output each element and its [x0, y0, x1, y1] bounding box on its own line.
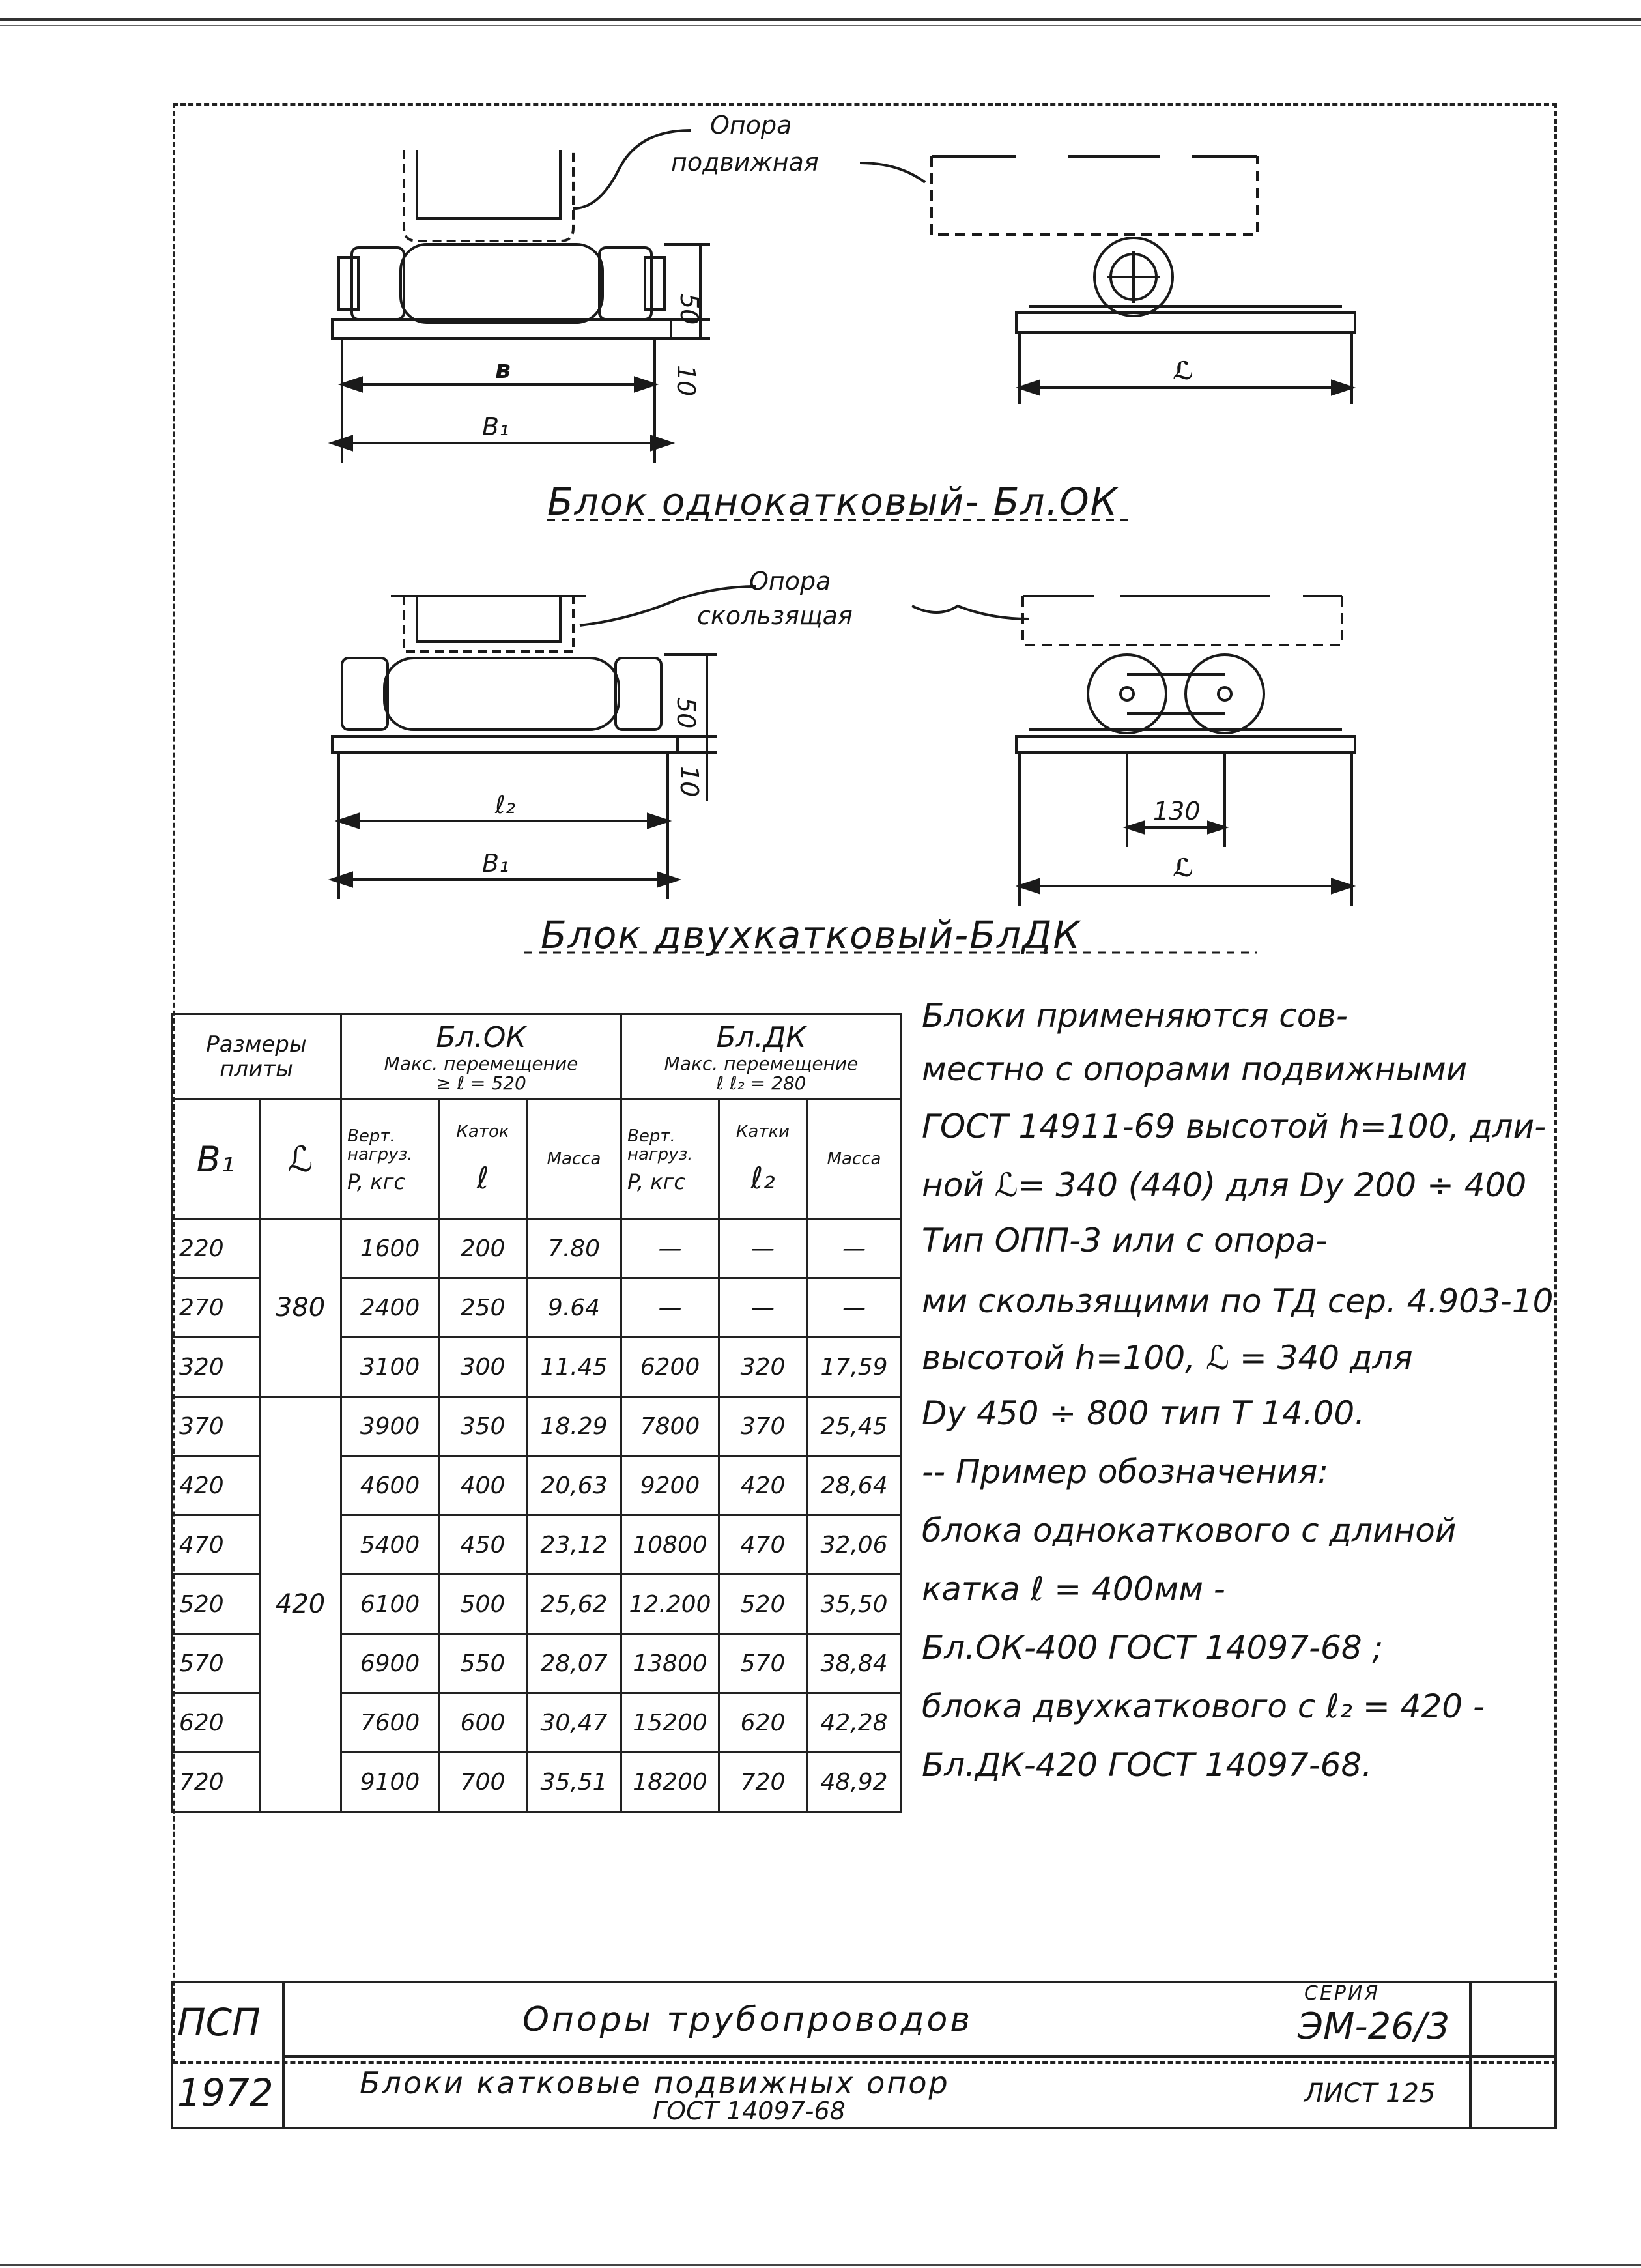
cell-B1: 620	[172, 1693, 260, 1753]
cell-P-ok: 3900	[341, 1397, 439, 1456]
base-plate-side-2	[1016, 736, 1355, 753]
tb-series-cell	[1469, 1981, 1557, 2058]
dim-l2-label: ℓ₂	[495, 790, 515, 819]
cell-m-ok: 28,07	[527, 1634, 621, 1693]
cell-P-ok: 1600	[341, 1219, 439, 1278]
tb-title: Опоры трубопроводов	[522, 2000, 973, 2039]
dim-50-label-2: 50	[672, 697, 700, 729]
cell-l: 400	[439, 1456, 527, 1515]
cell-P-ok: 9100	[341, 1753, 439, 1812]
cell-m-ok: 23,12	[527, 1515, 621, 1575]
support-label-line1: Опора	[710, 111, 792, 139]
load-ok-l1: Верт.	[347, 1127, 395, 1146]
note-line: Бл.ДК-420 ГОСТ 14097-68.	[922, 1746, 1373, 1784]
cell-P-dk: 6200	[621, 1338, 719, 1397]
table-row	[172, 1397, 902, 1456]
cell-B1: 570	[172, 1634, 260, 1693]
dim-L-label-2: ℒ	[1173, 854, 1194, 882]
tb-series-label: СЕРИЯ	[1304, 1982, 1380, 2005]
note-line: блока двухкаткового с ℓ₂ = 420 -	[922, 1687, 1485, 1725]
diagram1-caption: Блок однокатковый- Бл.ОК	[547, 480, 1119, 524]
dim-130-label: 130	[1153, 797, 1201, 825]
col-L: ℒ	[260, 1100, 341, 1219]
note-line: ми скользящими по ТД сер. 4.903-10	[922, 1282, 1554, 1320]
note-line: ной ℒ= 340 (440) для Dу 200 ÷ 400	[922, 1166, 1527, 1204]
load-dk-l2: нагруз.	[627, 1145, 693, 1164]
cell-P-dk: 15200	[621, 1693, 719, 1753]
cell-m-dk: 48,92	[807, 1753, 902, 1812]
cell-m-dk: 35,50	[807, 1575, 902, 1634]
cell-P-ok: 5400	[341, 1515, 439, 1575]
dk-header-title: Бл.ДК	[716, 1020, 806, 1054]
cell-P-dk: 18200	[621, 1753, 719, 1812]
cell-P-dk: 9200	[621, 1456, 719, 1515]
tb-year: 1972	[177, 2071, 274, 2115]
note-line: Бл.ОК-400 ГОСТ 14097-68 ;	[922, 1629, 1384, 1667]
base-plate-2	[332, 736, 678, 753]
load-ok-l3: P, кгс	[347, 1170, 405, 1194]
table-body	[172, 1219, 902, 1812]
cell-B1: 370	[172, 1397, 260, 1456]
tb-gost: ГОСТ 14097-68	[653, 2097, 846, 2125]
cell-P-dk: —	[621, 1278, 719, 1338]
dk-header	[621, 1014, 902, 1100]
cell-B1: 270	[172, 1278, 260, 1338]
cell-l: 500	[439, 1575, 527, 1634]
col-load-dk	[621, 1100, 719, 1219]
col-load-ok	[341, 1100, 439, 1219]
dim-10-label: 10	[672, 365, 700, 397]
dim-10-label-2: 10	[675, 766, 704, 797]
cell-l2: 570	[719, 1634, 807, 1693]
load-dk-l1: Верт.	[627, 1127, 676, 1146]
cell-l: 600	[439, 1693, 527, 1753]
cell-P-dk: 13800	[621, 1634, 719, 1693]
dk-header-sub2: ℓ ℓ₂ = 280	[716, 1072, 806, 1094]
cell-l: 250	[439, 1278, 527, 1338]
cell-P-dk: 7800	[621, 1397, 719, 1456]
cell-m-dk: 17,59	[807, 1338, 902, 1397]
cell-P-ok: 6900	[341, 1634, 439, 1693]
cell-l: 300	[439, 1338, 527, 1397]
cell-m-dk: 32,06	[807, 1515, 902, 1575]
col-mass-dk: Масса	[807, 1100, 902, 1219]
load-ok-l2: нагруз.	[347, 1145, 413, 1164]
dk-header-sub1: Макс. перемещение	[664, 1052, 859, 1074]
cell-m-ok: 7.80	[527, 1219, 621, 1278]
cell-P-dk: 12.200	[621, 1575, 719, 1634]
roller-drum-1	[401, 244, 603, 323]
support-label2-line1: Опора	[749, 567, 831, 596]
ok-header-title: Бл.ОК	[436, 1020, 526, 1054]
support-channel-front-1	[404, 150, 573, 241]
note-line: местно с опорами подвижными	[922, 1050, 1468, 1088]
cell-L-group2: 420	[260, 1397, 341, 1812]
col-roller-dk	[719, 1100, 807, 1219]
tb-sheet-cell	[1469, 2055, 1557, 2129]
cell-P-ok: 3100	[341, 1338, 439, 1397]
cell-m-ok: 20,63	[527, 1456, 621, 1515]
cell-P-ok: 7600	[341, 1693, 439, 1753]
cell-l2: —	[719, 1278, 807, 1338]
note-line: Dу 450 ÷ 800 тип Т 14.00.	[922, 1394, 1365, 1432]
support-label-line2: подвижная	[671, 148, 819, 177]
cell-B1: 470	[172, 1515, 260, 1575]
support-label2-line2: скользящая	[697, 601, 853, 630]
cell-l2: 420	[719, 1456, 807, 1515]
dim-50-label: 50	[675, 293, 704, 325]
col-mass-ok: Масса	[527, 1100, 621, 1219]
cell-m-dk: —	[807, 1219, 902, 1278]
roller-side-view-2b	[1186, 655, 1264, 733]
cell-L-group1: 380	[260, 1219, 341, 1397]
cell-B1: 720	[172, 1753, 260, 1812]
ok-header-sub1: Макс. перемещение	[384, 1052, 578, 1074]
cell-l: 700	[439, 1753, 527, 1812]
table-row	[172, 1219, 902, 1278]
dim-B1-label-2: B₁	[482, 849, 509, 878]
cell-l2: 620	[719, 1693, 807, 1753]
roller-side-view-2a	[1088, 655, 1166, 733]
dim-B1-label: B₁	[482, 412, 509, 441]
dim-L-label: ℒ	[1173, 356, 1194, 385]
tb-series: ЭМ-26/3	[1298, 2005, 1450, 2048]
tb-subtitle: Блоки катковые подвижных опор	[360, 2065, 950, 2101]
cell-l2: 370	[719, 1397, 807, 1456]
cell-B1: 420	[172, 1456, 260, 1515]
title-block	[171, 1981, 1557, 2129]
cell-l2: 720	[719, 1753, 807, 1812]
cell-m-dk: 25,45	[807, 1397, 902, 1456]
cell-m-dk: 42,28	[807, 1693, 902, 1753]
cell-l: 550	[439, 1634, 527, 1693]
note-line: -- Пример обозначения:	[922, 1453, 1329, 1491]
cell-P-ok: 2400	[341, 1278, 439, 1338]
roller-ok-label: Каток	[456, 1122, 509, 1141]
spec-table	[171, 1013, 902, 1813]
tb-sheet: ЛИСТ 125	[1304, 2078, 1436, 2108]
cell-P-ok: 6100	[341, 1575, 439, 1634]
note-line: Тип ОПП-3 или с опора-	[922, 1222, 1328, 1259]
ok-header-sub2: ≥ ℓ = 520	[436, 1072, 526, 1094]
cell-l2: 320	[719, 1338, 807, 1397]
diagram2-caption: Блок двухкатковый-БлДК	[541, 913, 1081, 957]
bottom-border-line	[0, 2264, 1641, 2266]
cell-P-ok: 4600	[341, 1456, 439, 1515]
cell-l2: 470	[719, 1515, 807, 1575]
base-plate-side-1	[1016, 313, 1355, 332]
roller-ok-l: ℓ	[476, 1160, 489, 1196]
cell-m-ok: 25,62	[527, 1575, 621, 1634]
cell-m-ok: 9.64	[527, 1278, 621, 1338]
cell-m-dk: 38,84	[807, 1634, 902, 1693]
note-line: блока однокаткового с длиной	[922, 1512, 1457, 1549]
roller-dk-label: Катки	[735, 1122, 790, 1141]
cell-B1: 520	[172, 1575, 260, 1634]
load-dk-l3: P, кгс	[627, 1170, 685, 1194]
roller-dk-l2: ℓ₂	[750, 1160, 775, 1196]
plate-header-line1: Размеры	[206, 1031, 307, 1057]
note-line: катка ℓ = 400мм -	[922, 1570, 1225, 1608]
cell-l2: —	[719, 1219, 807, 1278]
note-line: высотой h=100, ℒ = 340 для	[922, 1339, 1413, 1377]
diagram-single-roller-block	[0, 0, 1641, 977]
roller-drum-2	[384, 658, 619, 730]
dim-b-label: в	[495, 355, 511, 384]
cell-m-ok: 30,47	[527, 1693, 621, 1753]
note-line: ГОСТ 14911-69 высотой h=100, дли-	[922, 1108, 1547, 1145]
cell-m-ok: 35,51	[527, 1753, 621, 1812]
cell-m-dk: 28,64	[807, 1456, 902, 1515]
tb-org: ПСП	[177, 2000, 261, 2045]
col-B1: B₁	[172, 1100, 260, 1219]
cell-B1: 320	[172, 1338, 260, 1397]
cell-l: 200	[439, 1219, 527, 1278]
plate-size-header	[172, 1014, 341, 1100]
cell-m-ok: 11.45	[527, 1338, 621, 1397]
cell-l2: 520	[719, 1575, 807, 1634]
cell-P-dk: 10800	[621, 1515, 719, 1575]
cell-l: 350	[439, 1397, 527, 1456]
cell-l: 450	[439, 1515, 527, 1575]
cell-B1: 220	[172, 1219, 260, 1278]
col-roller-ok	[439, 1100, 527, 1219]
cell-m-ok: 18.29	[527, 1397, 621, 1456]
cell-P-dk: —	[621, 1219, 719, 1278]
cell-m-dk: —	[807, 1278, 902, 1338]
ok-header	[341, 1014, 621, 1100]
note-line: Блоки применяются сов-	[922, 997, 1348, 1035]
plate-header-line2: плиты	[220, 1056, 293, 1082]
